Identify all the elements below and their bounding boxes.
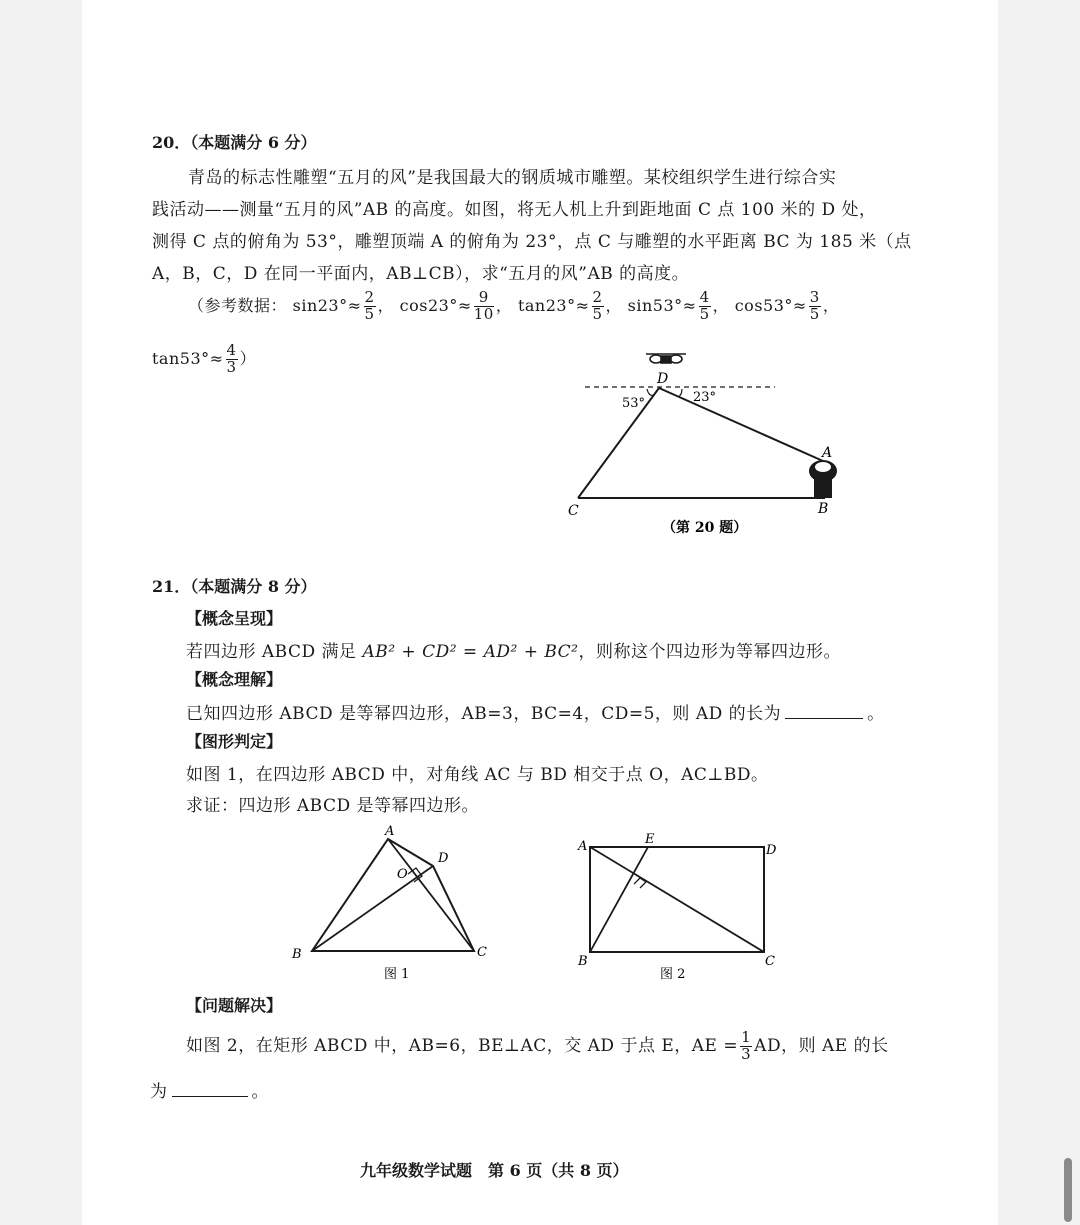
ref-sin23-num: 2 [364,288,375,306]
ref-comma: ， [822,295,840,315]
solve-period: 。 [251,1082,269,1102]
label-c-fig1: C [477,945,487,960]
ref-cos53-fraction [809,290,821,323]
label-b-fig2: B [578,954,588,969]
ref-sin53-fraction [699,290,711,323]
label-b: B [818,501,829,517]
ref-comma: ， [712,295,730,315]
label-a: A [822,445,833,461]
ref-open: （参考数据： [188,295,288,315]
understand-answer-blank[interactable] [785,718,863,719]
label-o-fig1: O [397,867,408,882]
ref-sin53-label: sin53°≈ [627,295,697,315]
diagonal-ac-fig2 [590,847,764,952]
ref-tan23-den: 5 [592,304,603,323]
ref-sin53-den: 5 [699,304,710,323]
q20-reference-tan53 [152,343,256,376]
ref-cos23-den: 10 [473,304,494,323]
concept-text [186,637,841,662]
q20-line2: 践活动——测量“五月的风”AB 的高度。如图，将无人机上升到距地面 C 点 100 米的 D 处， [152,200,877,220]
solve-frac-den: 3 [741,1044,752,1063]
ref-tan53-num: 4 [226,341,237,359]
solve-answer-blank[interactable] [172,1096,248,1097]
solve-pre: 如图 2，在矩形 ABCD 中，AB=6，BE⊥AC，交 AD 于点 E，AE = [186,1035,739,1056]
q20-number: 20． [152,133,191,152]
ref-close: ） [239,348,257,368]
heading-concept: 【概念呈现】 [186,609,283,628]
ref-sin53-num: 4 [699,288,710,306]
q21-figure-1 [280,822,500,987]
segment-be-fig2 [590,847,648,952]
label-a-fig2: A [578,839,588,854]
q20-header [152,130,317,153]
line-da [659,388,823,461]
angle-53-arc [647,389,654,395]
label-d-fig1: D [438,851,449,866]
judge-text: 如图 1，在四边形 ABCD 中，对角线 AC 与 BD 相交于点 O，AC⊥BD。 [186,765,769,785]
ref-comma: ， [377,295,395,315]
label-c: C [568,503,579,519]
concept-pre: 若四边形 ABCD 满足 [186,642,363,662]
label-d: D [657,371,669,387]
label-angle-53: 53° [622,396,646,411]
q20-figure [560,345,860,545]
ref-cos53-label: cos53°≈ [734,295,807,315]
solve-line2 [150,1077,269,1102]
understand-text: 已知四边形 ABCD 是等幂四边形，AB=3，BC=4，CD=5，则 AD 的长为 [186,704,782,724]
fig2-caption: 图 2 [660,967,686,982]
q21-figure-2 [570,822,790,987]
q21-header [152,574,317,597]
sculpture-icon [809,460,837,498]
scrollbar-thumb[interactable] [1064,1158,1072,1222]
understand-line [186,699,885,724]
q20-line4: A，B，C，D 在同一平面内，AB⊥CB），求“五月的风”AB 的高度。 [152,264,690,284]
q20-reference-data [188,290,839,323]
q21-score: （本题满分 8 分） [190,577,317,596]
ref-tan53-den: 3 [226,357,237,376]
drone-icon [646,354,686,363]
solve-line1 [186,1030,889,1063]
ref-tan53-label: tan53°≈ [152,348,224,368]
diagonal-ac-fig1 [388,839,474,951]
solve-line2-text: 为 [150,1082,168,1102]
heading-solve: 【问题解决】 [186,996,283,1015]
heading-understand: 【概念理解】 [186,670,283,689]
q21-number: 21． [152,577,191,596]
concept-formula: AB² + CD² = AD² + BC² [362,642,579,662]
understand-period: 。 [867,704,885,724]
ref-sin23-label: sin23°≈ [292,295,362,315]
concept-post: ，则称这个四边形为等幂四边形。 [578,642,841,662]
prove-text: 求证：四边形 ABCD 是等幂四边形。 [186,796,480,816]
line-dc [578,388,659,498]
ref-tan23-label: tan23°≈ [517,295,590,315]
label-d-fig2: D [766,843,777,858]
label-e-fig2: E [645,832,655,847]
label-c-fig2: C [765,954,775,969]
heading-judge: 【图形判定】 [186,732,283,751]
solve-frac-num: 1 [741,1028,752,1046]
ref-cos53-num: 3 [809,288,820,306]
label-angle-23: 23° [693,390,717,405]
q20-figure-caption: （第 20 题） [662,520,748,536]
ref-tan23-fraction [592,290,604,323]
ref-cos23-label: cos23°≈ [399,295,472,315]
ref-sin23-fraction [364,290,376,323]
q20-score: （本题满分 6 分） [190,133,317,152]
diagonal-bd-fig1 [312,866,433,951]
ref-tan53-fraction [226,343,238,376]
ref-tan23-num: 2 [592,288,603,306]
solve-fraction [740,1030,752,1063]
ref-cos23-fraction [474,290,494,323]
page-footer: 九年级数学试题 第 6 页（共 8 页） [360,1161,629,1180]
solve-post: AD，则 AE 的长 [754,1035,889,1056]
ref-cos23-num: 9 [474,290,494,307]
ref-comma: ， [495,295,513,315]
fig1-caption: 图 1 [384,967,410,982]
q20-line3: 测得 C 点的俯角为 53°，雕塑顶端 A 的俯角为 23°，点 C 与雕塑的水平距离 BC 为 185 米（点 [152,232,912,252]
label-b-fig1: B [292,947,302,962]
q20-line1: 青岛的标志性雕塑“五月的风”是我国最大的钢质城市雕塑。某校组织学生进行综合实 [188,168,837,188]
ref-sin23-den: 5 [364,304,375,323]
label-a-fig1: A [385,824,395,839]
ref-comma: ， [605,295,623,315]
ref-cos53-den: 5 [809,304,820,323]
